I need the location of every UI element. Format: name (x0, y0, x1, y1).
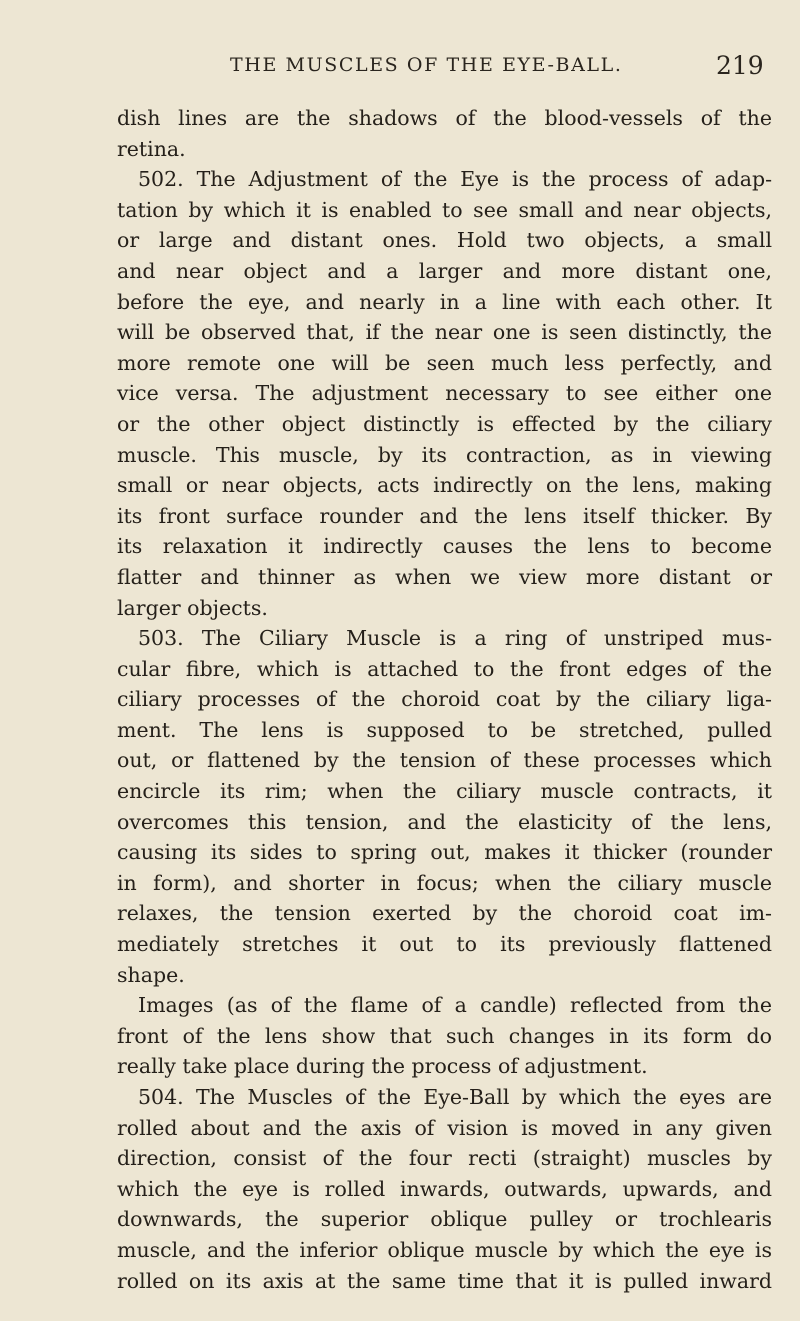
text-line: mediately stretches it out to its previously flattened (117, 932, 772, 957)
text-line: its front surface rounder and the lens itself thicker. By (117, 503, 772, 528)
text-line: more remote one will be seen much less perfectly, and (117, 350, 772, 375)
text-line: cular fibre, which is attached to the front edges of the (117, 656, 772, 681)
body-text (117, 103, 772, 1296)
text-line: or the other object distinctly is effected by the ciliary (117, 411, 772, 436)
page-number: 219 (716, 51, 764, 80)
paragraph-503-heading-line: 503. The Ciliary Muscle is a ring of unstriped mus- (138, 626, 772, 651)
text-line: its relaxation it indirectly causes the lens to become (117, 534, 772, 559)
text-line: before the eye, and nearly in a line with each other. It (117, 289, 772, 314)
text-line: flatter and thinner as when we view more distant or (117, 564, 772, 589)
text-line: really take place during the process of adjustment. (117, 1054, 648, 1079)
text-line: dish lines are the shadows of the blood-vessels of the (117, 106, 772, 130)
text-line: encircle its rim; when the ciliary muscle contracts, it (117, 779, 772, 804)
text-line: rolled about and the axis of vision is moved in any given (117, 1115, 772, 1140)
text-line: direction, consist of the four recti (straight) muscles by (117, 1146, 772, 1171)
paragraph-502-heading-line: 502. The Adjustment of the Eye is the process of adap- (138, 167, 772, 192)
text-line: which the eye is rolled inwards, outwards, upwards, and (117, 1176, 772, 1201)
text-line: shape. (117, 962, 185, 987)
text-line: front of the lens show that such changes in its form do (117, 1023, 772, 1048)
text-line: downwards, the superior oblique pulley or trochlearis (117, 1207, 772, 1232)
text-line: muscle. This muscle, by its contraction, as in viewing (117, 442, 772, 467)
text-line: Images (as of the flame of a candle) reflected from the (138, 993, 772, 1018)
text-line: vice versa. The adjustment necessary to see either one (117, 381, 772, 406)
text-line: retina. (117, 136, 186, 161)
text-line: small or near objects, acts indirectly on the lens, making (117, 473, 772, 498)
running-title: THE MUSCLES OF THE EYE-BALL. (230, 54, 623, 76)
running-header (0, 51, 800, 84)
text-line: muscle, and the inferior oblique muscle by which the eye is (117, 1237, 772, 1262)
text-line: in form), and shorter in focus; when the ciliary muscle (117, 870, 772, 895)
text-line: larger objects. (117, 595, 268, 620)
text-line: will be observed that, if the near one is seen distinctly, the (117, 320, 772, 345)
paragraph-504-heading-line: 504. The Muscles of the Eye-Ball by which the eyes are (138, 1085, 772, 1109)
text-line: ment. The lens is supposed to be stretched, pulled (117, 717, 772, 742)
text-line: causing its sides to spring out, makes it thicker (rounder (117, 840, 772, 865)
text-line: relaxes, the tension exerted by the choroid coat im- (117, 901, 772, 926)
text-line: ciliary processes of the choroid coat by the ciliary liga- (117, 687, 772, 712)
text-line: or large and distant ones. Hold two objects, a small (117, 228, 772, 253)
text-line: and near object and a larger and more distant one, (117, 258, 772, 283)
text-line: overcomes this tension, and the elasticity of the lens, (117, 809, 772, 834)
text-line: tation by which it is enabled to see small and near objects, (117, 197, 772, 222)
text-line: out, or flattened by the tension of these processes which (117, 748, 772, 773)
text-line: rolled on its axis at the same time that it is pulled inward (117, 1268, 772, 1293)
